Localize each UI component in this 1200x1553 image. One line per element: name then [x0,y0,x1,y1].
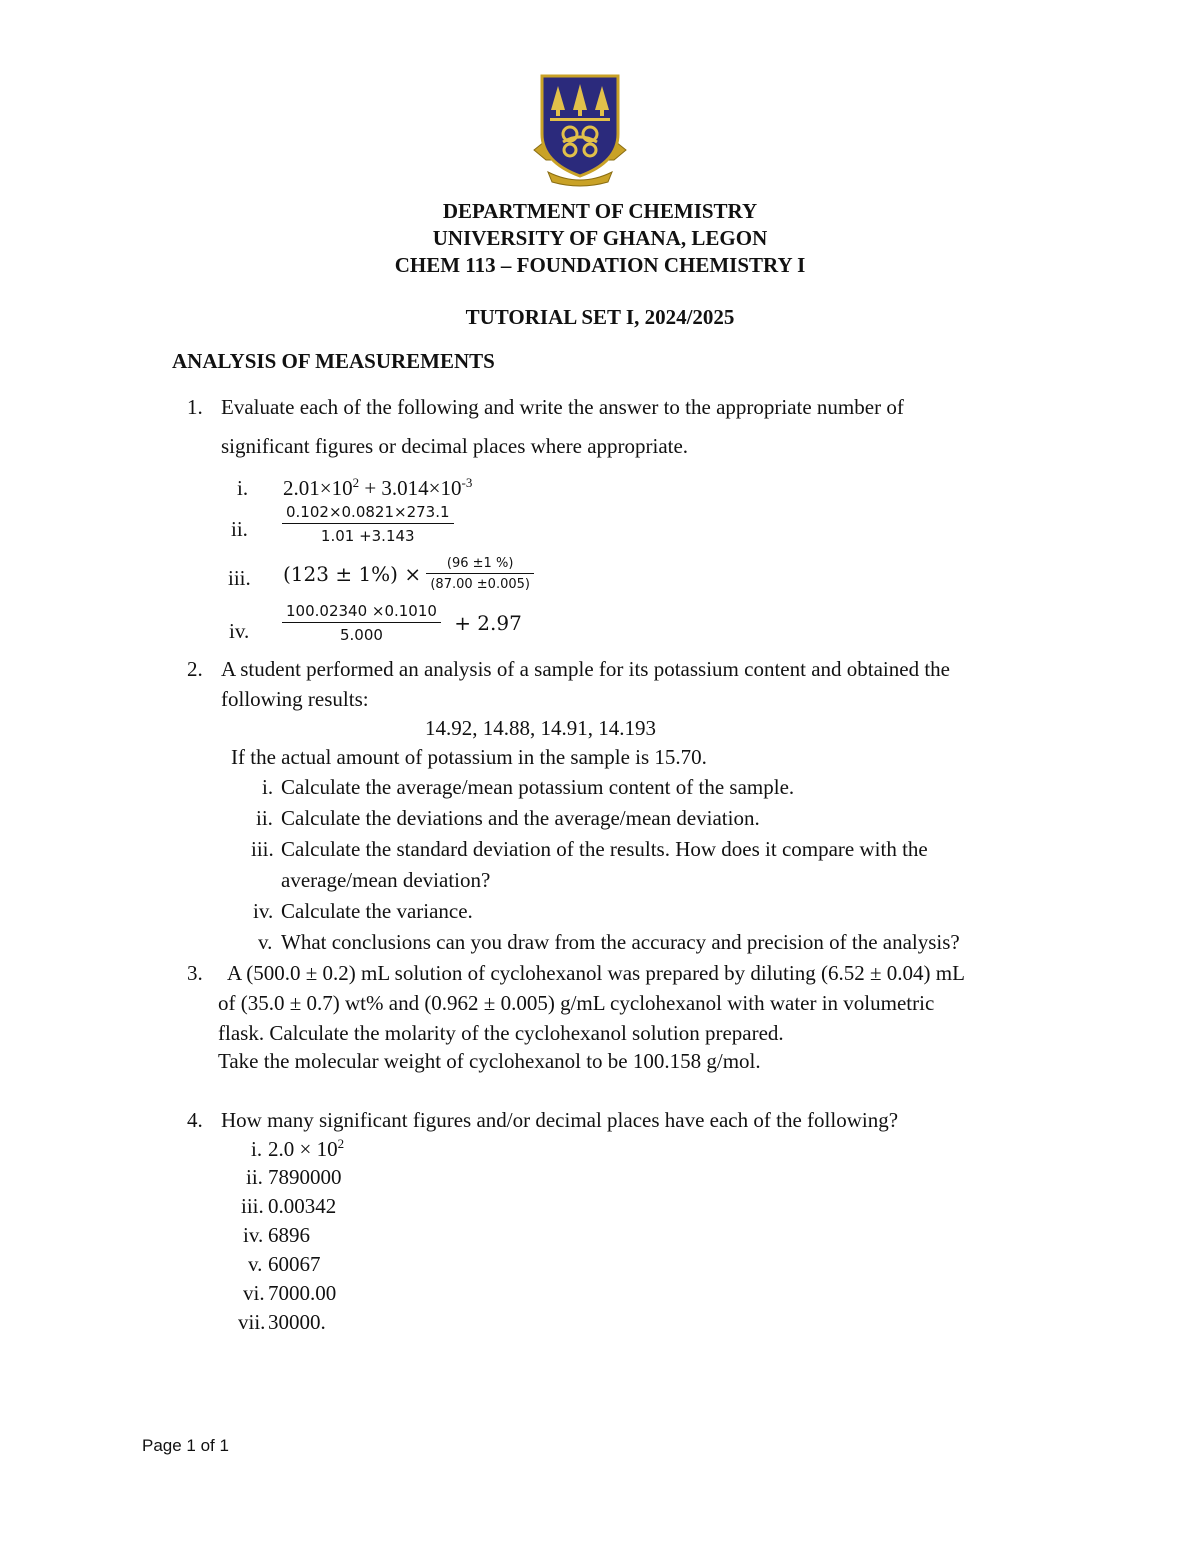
q1-iii-lead: (123 ± 1%) × [283,562,422,586]
q4-item-vii-label: vii. [238,1310,266,1334]
q4-number: 4. [187,1108,203,1132]
department-heading: DEPARTMENT OF CHEMISTRY [442,199,758,223]
q1-item-iii-label: iii. [228,566,251,590]
q1-ii-numerator: 0.102×0.0821×273.1 [282,503,454,524]
q1-i-exp1: 2 [352,475,360,490]
q1-iv-numerator: 100.02340 ×0.1010 [282,602,441,623]
q4-item-iv-value: 6896 [268,1223,310,1247]
q1-item-iv-expression [282,602,522,644]
q2-text-line2: following results: [221,687,369,711]
q4-i-base: 2.0 × 10 [268,1137,338,1161]
q2-part-iv-text: Calculate the variance. [281,899,473,923]
section-title: ANALYSIS OF MEASUREMENTS [172,349,495,373]
q4-item-i-label: i. [251,1137,263,1161]
q4-item-v-label: v. [248,1252,263,1276]
page-number: Page 1 of 1 [142,1436,229,1455]
q1-i-exp2: -3 [461,475,473,490]
q1-iv-tail: + 2.97 [454,611,522,635]
university-heading: UNIVERSITY OF GHANA, LEGON [432,226,768,250]
q2-condition: If the actual amount of potassium in the sample is 15.70. [231,745,707,769]
q4-item-iv-label: iv. [243,1223,264,1247]
q1-iv-denominator: 5.000 [339,626,383,644]
q1-i-base1: 2.01×10 [283,476,353,500]
q4-item-iii-value: 0.00342 [268,1194,337,1218]
tutorial-heading: TUTORIAL SET I, 2024/2025 [465,305,735,329]
q2-number: 2. [187,657,203,681]
q2-part-ii-text: Calculate the deviations and the average/mean deviation. [281,806,760,830]
q2-part-iii-text: Calculate the standard deviation of the results. How does it compare with the [281,837,928,861]
q4-item-v-value: 60067 [268,1252,321,1276]
q1-text-line2: significant figures or decimal places where appropriate. [221,434,689,458]
q4-item-iii-label: iii. [241,1194,264,1218]
q4-item-ii-value: 7890000 [268,1165,342,1189]
q1-iii-numerator: (96 ±1 %) [426,556,534,574]
q3-number: 3. [187,961,203,985]
q1-item-i-label: i. [237,476,249,500]
q2-part-v-label: v. [258,930,273,954]
university-crest [530,72,630,188]
q2-part-iii-label: iii. [251,837,274,861]
q4-item-vi-value: 7000.00 [268,1281,337,1305]
q1-iii-denominator: (87.00 ±0.005) [430,577,530,592]
q1-text-line1: Evaluate each of the following and write the answer to the appropriate number of [221,395,904,419]
q3-line2: of (35.0 ± 0.7) wt% and (0.962 ± 0.005) g/mL cyclohexanol with water in volumetric [218,991,935,1015]
q4-i-exp: 2 [337,1136,345,1151]
q1-i-mid: + 3.014×10 [359,476,462,500]
q4-text: How many significant figures and/or decimal places have each of the following? [221,1108,899,1132]
q2-text-line1: A student performed an analysis of a sample for its potassium content and obtained the [221,657,950,681]
q4-item-vi-label: vi. [243,1281,265,1305]
q1-item-ii-fraction [282,503,454,545]
q1-ii-denominator: 1.01 +3.143 [320,527,415,545]
q1-item-ii-label: ii. [231,517,248,541]
q2-part-i-label: i. [262,775,274,799]
q2-part-v-text: What conclusions can you draw from the accuracy and precision of the analysis? [281,930,960,954]
q4-item-i-value [268,1137,344,1162]
q2-part-ii-label: ii. [256,806,273,830]
q1-item-i-expression [283,476,472,501]
q4-item-ii-label: ii. [246,1165,263,1189]
q2-part-iii-text-cont: average/mean deviation? [281,868,491,892]
q3-line4: Take the molecular weight of cyclohexanol to be 100.158 g/mol. [218,1049,761,1073]
q1-item-iii-expression [283,556,534,592]
q3-line3: flask. Calculate the molarity of the cyclohexanol solution prepared. [218,1021,784,1045]
q4-item-vii-value: 30000. [268,1310,326,1334]
q1-number: 1. [187,395,203,419]
q2-results: 14.92, 14.88, 14.91, 14.193 [425,716,656,740]
q1-item-iv-label: iv. [229,619,250,643]
course-heading: CHEM 113 – FOUNDATION CHEMISTRY I [394,253,806,277]
q2-part-i-text: Calculate the average/mean potassium content of the sample. [281,775,795,799]
crest-shield-icon [530,72,630,188]
q2-part-iv-label: iv. [253,899,274,923]
q3-line1: A (500.0 ± 0.2) mL solution of cyclohexanol was prepared by diluting (6.52 ± 0.04) mL [227,961,965,985]
